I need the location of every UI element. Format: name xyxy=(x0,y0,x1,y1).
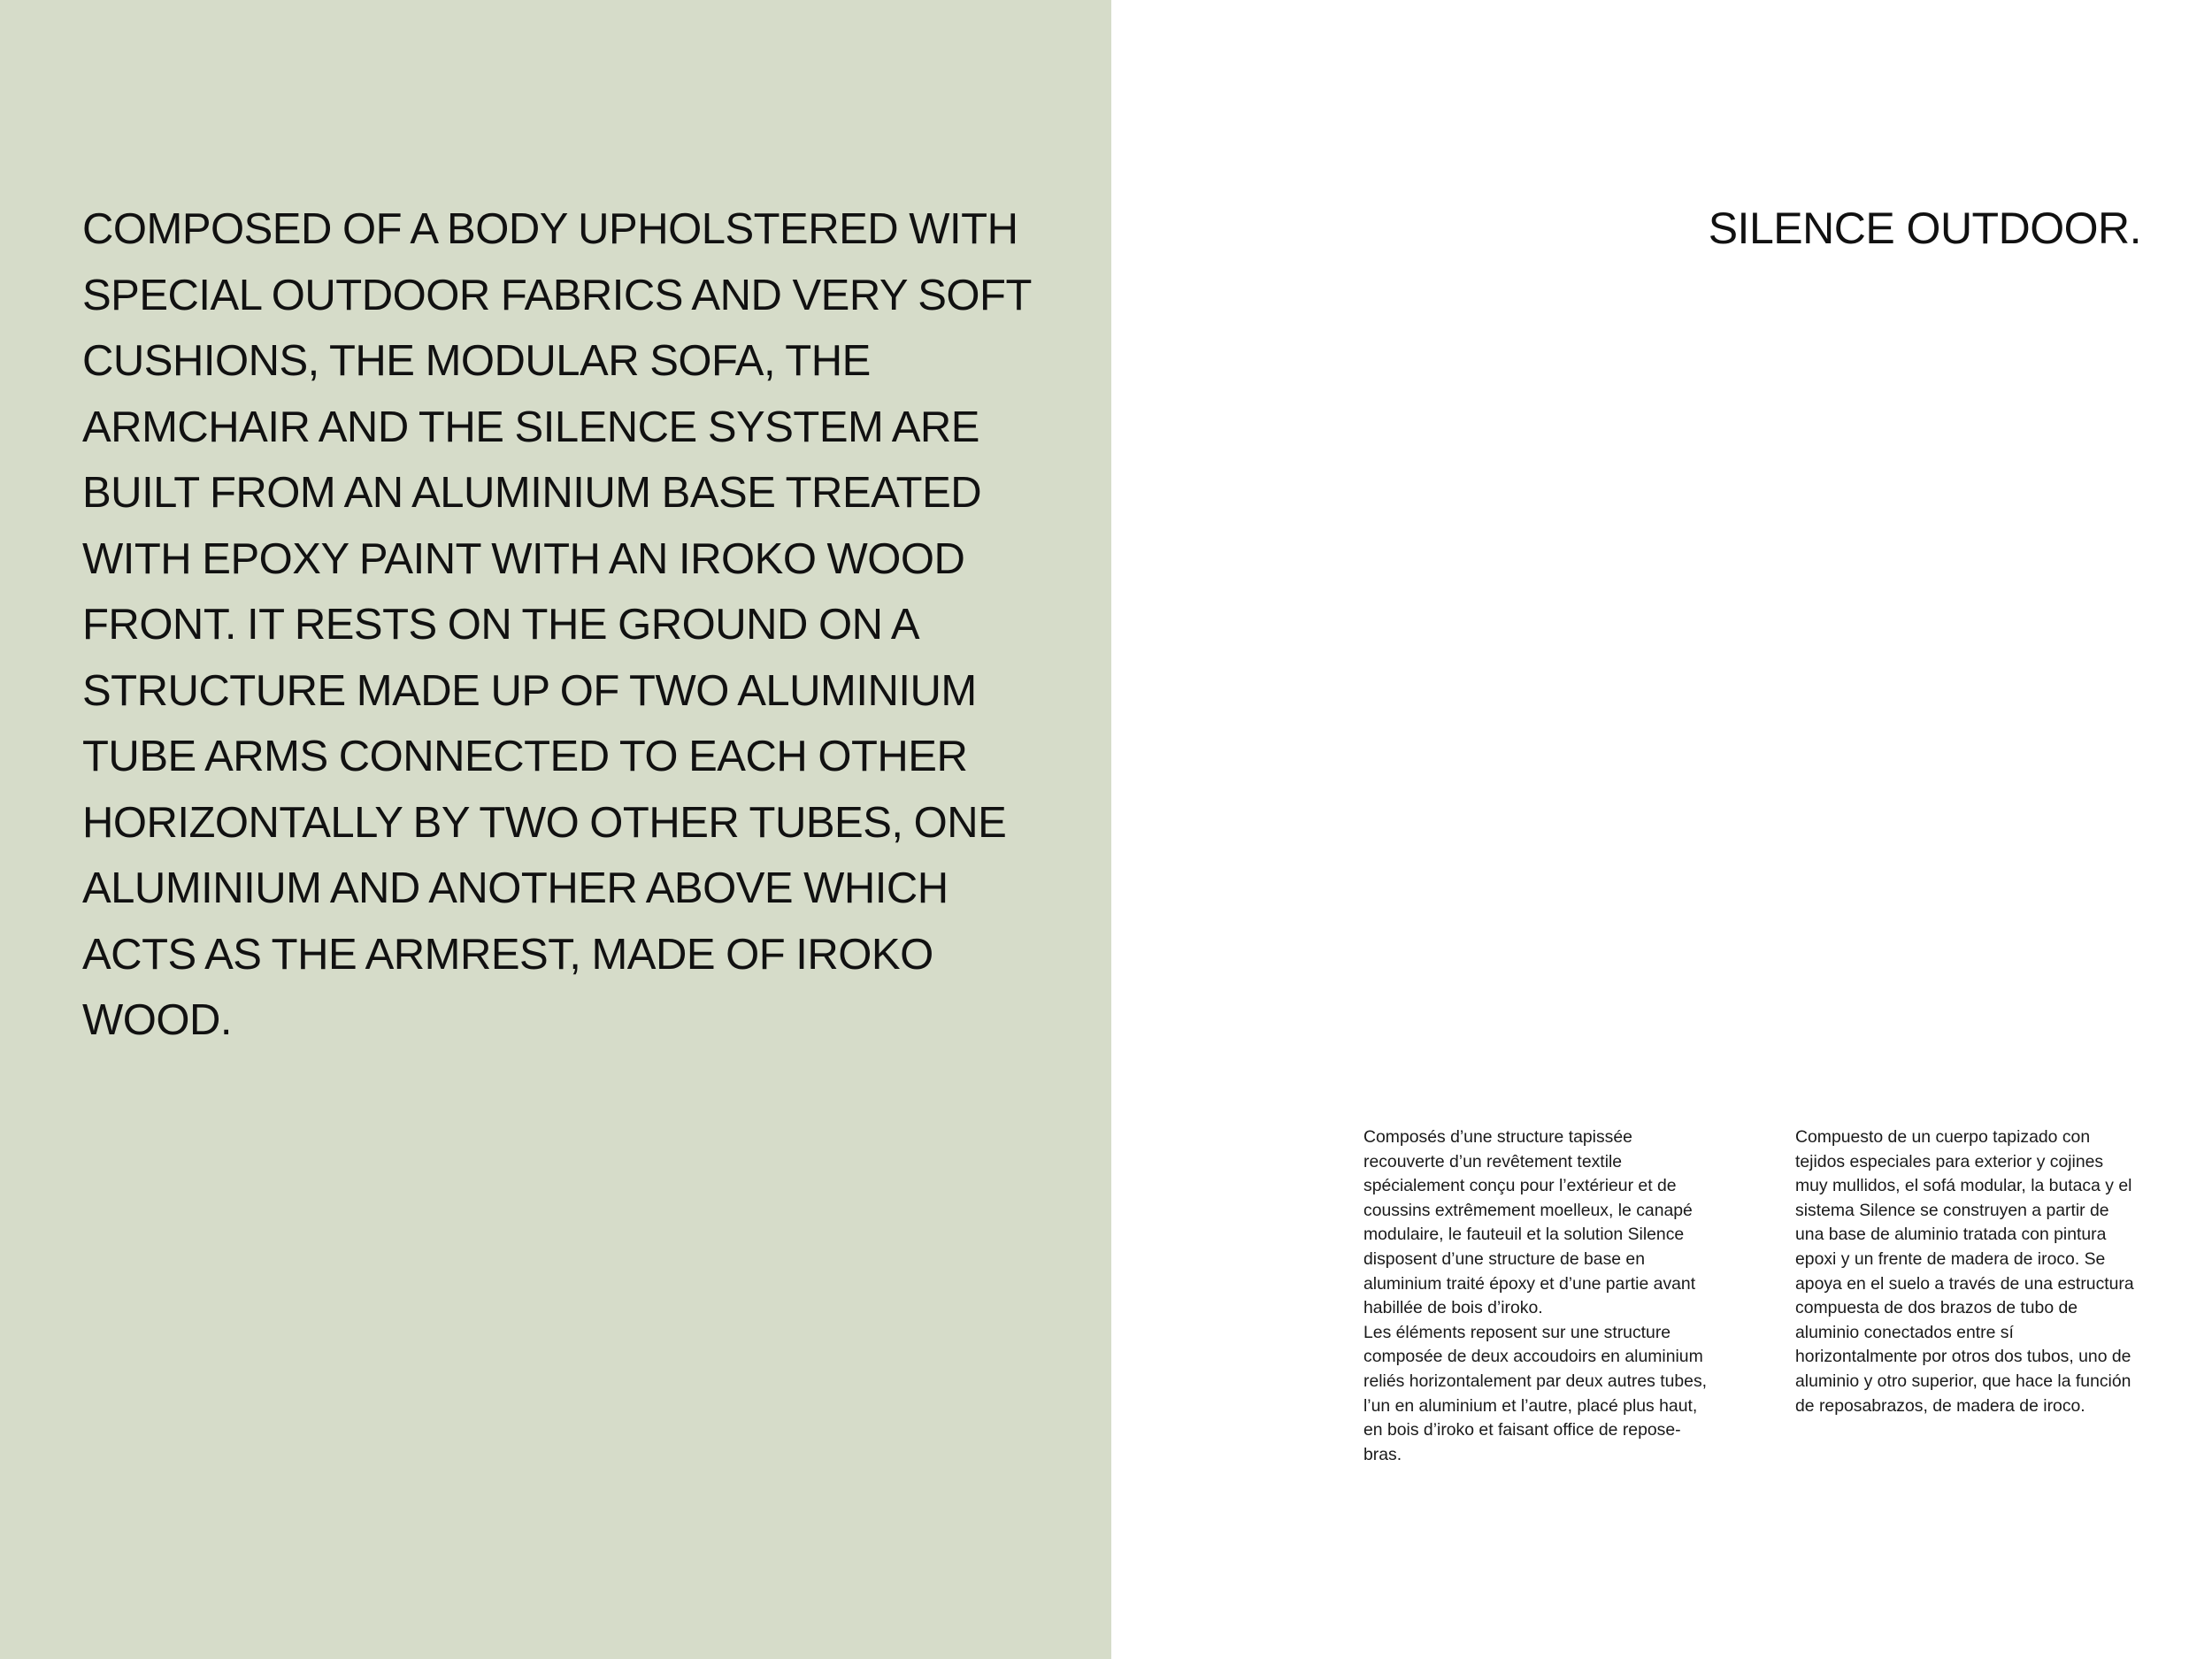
french-paragraph-2: Les éléments reposent sur une structure composée de deux accoudoirs en aluminium reliés horizontalement par deux autres tubes, l’un en aluminium et l’autre, placé plus haut, en bois d’iroko et faisant office de repose-bras. xyxy=(1363,1322,1708,1464)
spanish-description xyxy=(1795,1125,2140,1418)
page-title: SILENCE OUTDOOR. xyxy=(1708,204,2141,253)
spanish-paragraph-1: Compuesto de un cuerpo tapizado con tejidos especiales para exterior y cojines muy mullidos, el sofá modular, la butaca y el sistema Silence se construyen a partir de una base de aluminio tratada con pintura epoxi y un frente de madera de iroco. Se apoya en el suelo a través de una estructura compuesta de dos brazos de tubo de aluminio conectados entre sí horizontalmente por otros dos tubos, uno de aluminio y otro superior, que hace la función de reposabrazos, de madera de iroco. xyxy=(1795,1127,2134,1416)
french-description xyxy=(1363,1125,1709,1467)
french-paragraph-1: Composés d’une structure tapissée recouverte d’un revêtement textile spécialement conçu pour l’extérieur et de coussins extrêmement moelleux, le canapé modulaire, le fauteuil et la solution Silence disposent d’une structure de base en aluminium traité époxy et d’une partie avant habillée de bois d’iroko. xyxy=(1363,1127,1696,1318)
english-description: COMPOSED OF A BODY UPHOLSTERED WITH SPECIAL OUTDOOR FABRICS AND VERY SOFT CUSHIONS, THE MODULAR SOFA, THE ARMCHAIR AND THE SILENCE SYSTEM ARE BUILT FROM AN ALUMINIUM BASE TREATED WITH EPOXY PAINT WITH AN IROKO WOOD FRONT. IT RESTS ON THE GROUND ON A STRUCTURE MADE UP OF TWO ALUMINIUM TUBE ARMS CONNECTED TO EACH OTHER HORIZONTALLY BY TWO OTHER TUBES, ONE ALUMINIUM AND ANOTHER ABOVE WHICH ACTS AS THE ARMREST, MADE OF IROKO WOOD. xyxy=(82,205,1032,1044)
